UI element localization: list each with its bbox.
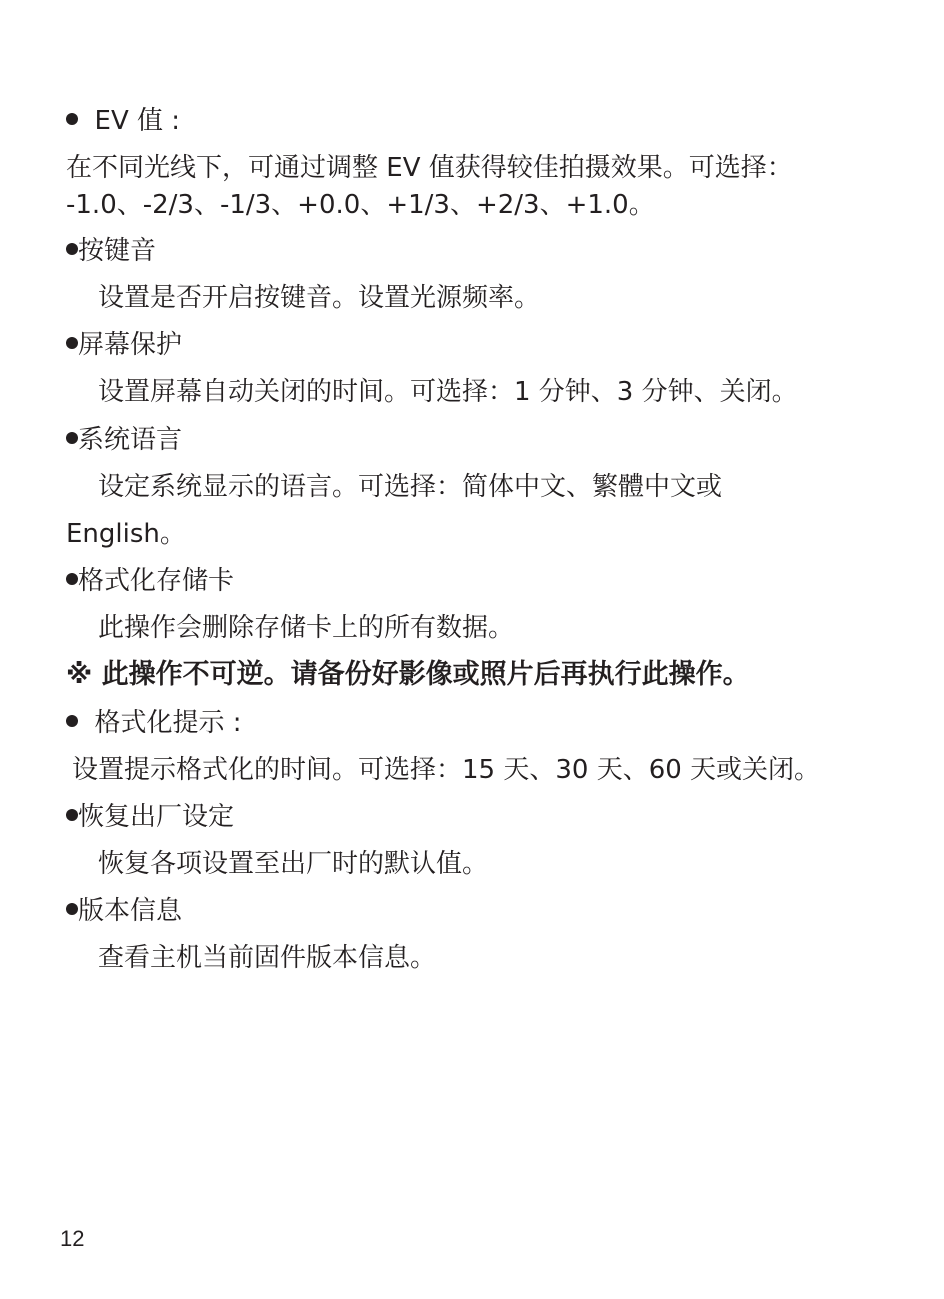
- section-body-factory-reset: 恢复各项设置至出厂时的默认值。: [98, 849, 489, 879]
- section-title-version: 版本信息: [66, 895, 182, 927]
- bullet-icon: [66, 337, 78, 349]
- section-title-factory-reset: 恢复出厂设定: [66, 801, 234, 833]
- bullet-icon: [66, 903, 78, 915]
- section-title-format-reminder: 格式化提示 :: [66, 707, 242, 739]
- bullet-icon: [66, 113, 78, 125]
- section-body-format-reminder: 设置提示格式化的时间。可选择：15 天、30 天、60 天或关闭。: [72, 755, 821, 785]
- section-title-screen-saver: 屏幕保护: [66, 329, 182, 361]
- section-title-language: 系统语言: [66, 424, 182, 456]
- bullet-icon: [66, 432, 78, 444]
- section-body-key-sound: 设置是否开启按键音。设置光源频率。: [98, 283, 541, 313]
- bullet-icon: [66, 715, 78, 727]
- bullet-icon: [66, 243, 78, 255]
- page-number: 12: [60, 1226, 85, 1251]
- section-body-screen-saver: 设置屏幕自动关闭的时间。可选择：1 分钟、3 分钟、关闭。: [98, 377, 798, 407]
- section-body-ev-line1: 在不同光线下，可通过调整 EV 值获得较佳拍摄效果。可选择：: [66, 153, 793, 183]
- section-body-language-line2: English。: [66, 519, 186, 549]
- section-body-format-card: 此操作会删除存储卡上的所有数据。: [98, 613, 515, 643]
- bullet-icon: [66, 809, 78, 821]
- section-title-key-sound: 按键音: [66, 235, 156, 267]
- section-title-format-card: 格式化存储卡: [66, 565, 234, 597]
- format-warning: ※ 此操作不可逆。请备份好影像或照片后再执行此操作。: [66, 659, 750, 690]
- section-body-version: 查看主机当前固件版本信息。: [98, 943, 437, 973]
- section-body-language-line1: 设定系统显示的语言。可选择：简体中文、繁體中文或: [98, 472, 723, 502]
- section-body-ev-line2: -1.0、-2/3、-1/3、+0.0、+1/3、+2/3、+1.0。: [66, 190, 655, 220]
- section-title-ev: EV 值 :: [66, 105, 180, 137]
- bullet-icon: [66, 573, 78, 585]
